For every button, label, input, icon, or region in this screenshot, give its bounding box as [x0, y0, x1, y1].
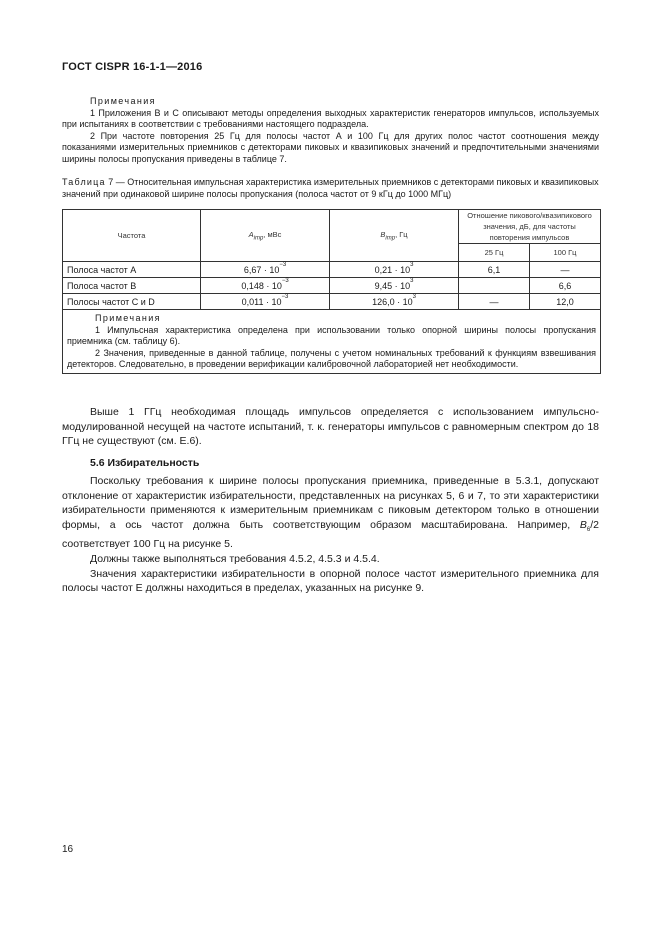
b-imp-unit: , Гц [395, 229, 408, 239]
cell-a-imp [201, 262, 330, 278]
b-imp-subscript: imp [385, 235, 396, 242]
document-header: ГОСТ CISPR 16-1-1—2016 [62, 61, 203, 73]
paragraph-text: Поскольку требования к ширине полосы пропускания приемника, приведенные в 5.3.1, допускают отклонение от характеристик избирательности, представленных на рисунках 5, 6 и 7, то эти характеристики избирательности применяются к измерительным приемникам с пиковым детектором только в отношении формы, а ось частот должна быть соответствующим образом масштабирована. Например, [62, 475, 599, 531]
notes-top [62, 96, 599, 166]
a-exponent: −3 [281, 293, 289, 300]
b-exponent: 3 [412, 293, 416, 300]
table-caption-text: 7 — Относительная импульсная характеристика измерительных приемников с детекторами пиковых и квазипиковых значений при одинаковой ширине полосы пропускания (полоса частот от 9 кГц до 1000 МГц) [62, 177, 599, 199]
a-mantissa: 0,011 · 10 [241, 296, 282, 307]
note-item: 2 При частоте повторения 25 Гц для полосы частот А и 100 Гц для других полос частот соотношения между показаниями измерительных приемников с детекторами пиковых и квазипиковых значений и предпочтительными значениями ширины полосы пропускания приведены в таблице 7. [62, 130, 599, 164]
header-ratio-100: 100 Гц [530, 244, 601, 262]
table-row [63, 294, 601, 310]
a-mantissa: 0,148 · 10 [241, 280, 282, 291]
section-body [62, 474, 599, 596]
a-imp-unit: , мВс [263, 229, 282, 239]
cell-b-imp [330, 294, 459, 310]
cell-band: Полоса частот А [63, 262, 201, 278]
a-exponent: −3 [279, 261, 287, 268]
b-imp-symbol: B [380, 229, 386, 239]
table-note-item: 1 Импульсная характеристика определена при использовании только опорной ширины полосы пропускания приемника (см. таблицу 6). [67, 324, 596, 347]
header-frequency: Частота [63, 210, 201, 262]
paragraph-selectivity [62, 474, 599, 552]
b-exponent: 3 [410, 261, 414, 268]
table-row [63, 262, 601, 278]
header-b-imp [330, 210, 459, 262]
paragraph-tail: /2 соответствует 100 Гц на рисунке 5. [62, 518, 599, 551]
table-notes-heading: Примечания [95, 313, 161, 323]
b-mantissa: 0,21 · 10 [374, 264, 411, 275]
b6-symbol: B [579, 518, 587, 531]
paragraph-band-e: Значения характеристики избирательности в опорной полосе частот измерительного приемника для полосы частот Е должны находиться в пределах, указанных на рисунке 9. [62, 567, 599, 595]
table-caption [62, 177, 599, 200]
cell-ratio-25: 6,1 [459, 262, 530, 278]
section-title: 5.6 Избирательность [90, 457, 200, 469]
paragraph-above-1ghz [62, 405, 599, 449]
cell-ratio-25: — [459, 294, 530, 310]
table-caption-label: Таблица [62, 177, 106, 187]
b6-subscript: 6 [586, 526, 591, 533]
header-ratio-25: 25 Гц [459, 244, 530, 262]
notes-heading: Примечания [90, 96, 156, 106]
header-ratio-group: Отношение пикового/квазипикового значения, дБ, для частоты повторения импульсов [459, 210, 601, 244]
b-mantissa: 9,45 · 10 [374, 280, 411, 291]
page-number: 16 [62, 844, 74, 855]
table-notes [63, 310, 601, 374]
table-notes-row [63, 310, 601, 374]
a-exponent: −3 [281, 277, 289, 284]
b-exponent: 3 [410, 277, 414, 284]
note-item: 1 Приложения В и С описывают методы определения выходных характеристик генераторов импульсов, используемых при испытаниях в соответствии с требованиями настоящего подраздела. [62, 107, 599, 130]
cell-a-imp [201, 294, 330, 310]
cell-a-imp [201, 278, 330, 294]
table-row [63, 278, 601, 294]
cell-ratio-100: — [530, 262, 601, 278]
impulse-response-table [62, 209, 601, 374]
cell-ratio-100: 6,6 [530, 278, 601, 294]
cell-ratio-100: 12,0 [530, 294, 601, 310]
b-mantissa: 126,0 · 10 [372, 296, 413, 307]
cell-band: Полоса частот В [63, 278, 201, 294]
cell-b-imp [330, 262, 459, 278]
paragraph-text: Выше 1 ГГц необходимая площадь импульсов определяется с использованием импульсно-модулированной несущей на частоте испытаний, т. к. генераторы импульсов с равномерным спектром до 18 ГГц не существуют (см. Е.6). [62, 406, 599, 448]
a-imp-symbol: A [248, 229, 254, 239]
cell-band: Полосы частот С и D [63, 294, 201, 310]
header-a-imp [201, 210, 330, 262]
cell-b-imp [330, 278, 459, 294]
a-imp-subscript: imp [253, 235, 264, 242]
table-note-item: 2 Значения, приведенные в данной таблице, получены с учетом номинальных требований к функциям взвешивания детекторов. Следовательно, в проведении верификации калибровочной лабораторией нет необходимости. [67, 347, 596, 370]
cell-ratio-25 [459, 278, 530, 294]
paragraph-requirements: Должны также выполняться требования 4.5.2, 4.5.3 и 4.5.4. [90, 553, 380, 566]
a-mantissa: 6,67 · 10 [243, 264, 280, 275]
